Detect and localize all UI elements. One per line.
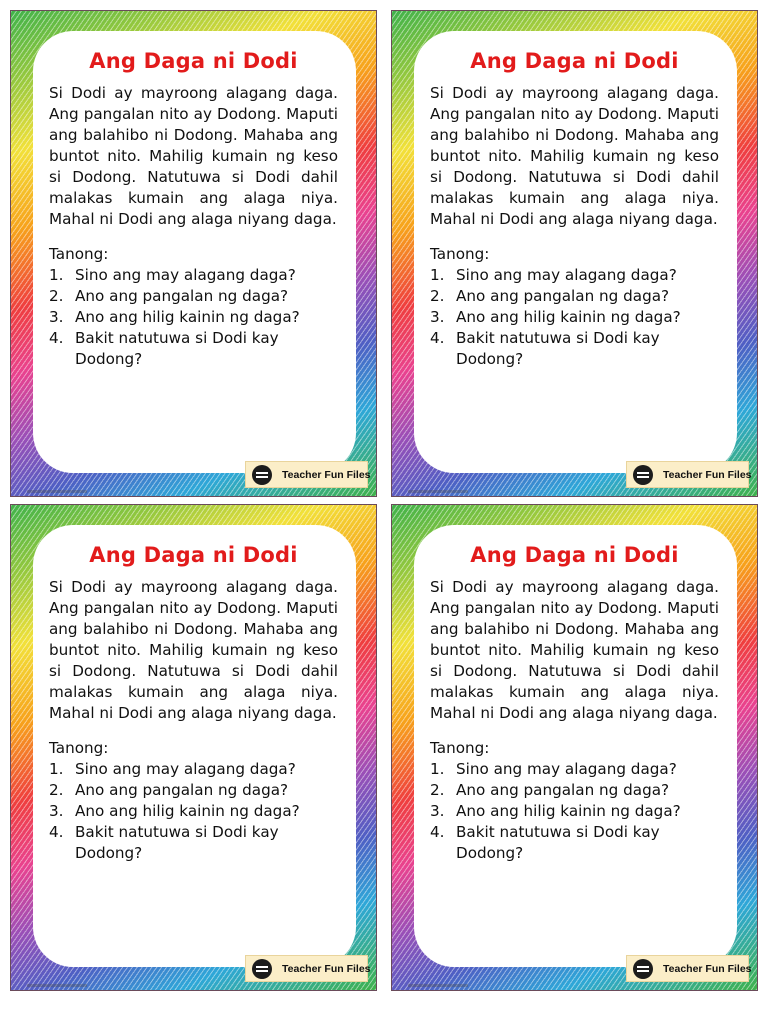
questions-heading: Tanong: (49, 245, 109, 263)
question-item (49, 780, 338, 801)
questions-list (49, 759, 338, 864)
books-logo-icon (252, 959, 272, 979)
questions-heading: Tanong: (430, 739, 490, 757)
card-panel (414, 525, 737, 967)
question-item (430, 307, 719, 328)
question-number: 4. (49, 329, 64, 347)
question-text: Ano ang pangalan ng daga? (456, 287, 670, 305)
question-number: 1. (49, 266, 64, 284)
questions-list (430, 265, 719, 370)
story-text: Si Dodi ay mayroong alagang daga. Ang pangalan nito ay Dodong. Maputi ang balahibo ni Dodong. Mahaba ang buntot nito. Mahilig kumain ng keso si Dodong. Natutuwa si Dodi dahil malakas kumain ang alaga niya. Mahal ni Dodi ang alaga niyang daga. (49, 84, 338, 228)
brand-badge (626, 955, 752, 982)
question-item (430, 801, 719, 822)
question-number: 4. (430, 823, 445, 841)
card-panel (414, 31, 737, 473)
story-text: Si Dodi ay mayroong alagang daga. Ang pangalan nito ay Dodong. Maputi ang balahibo ni Dodong. Mahaba ang buntot nito. Mahilig kumain ng keso si Dodong. Natutuwa si Dodi dahil malakas kumain ang alaga niya. Mahal ni Dodi ang alaga niyang daga. (49, 578, 338, 722)
brand-badge (626, 461, 752, 488)
question-item (49, 328, 338, 370)
question-number: 1. (430, 266, 445, 284)
question-text: Bakit natutuwa si Dodi kay Dodong? (456, 329, 660, 368)
books-logo-icon (252, 465, 272, 485)
question-item (430, 759, 719, 780)
credit-mark (408, 490, 468, 493)
question-item (49, 822, 338, 864)
books-logo-icon (633, 959, 653, 979)
question-text: Ano ang pangalan ng daga? (75, 781, 289, 799)
questions-list (430, 759, 719, 864)
question-number: 2. (49, 781, 64, 799)
question-item (49, 801, 338, 822)
reading-card-4 (391, 504, 758, 991)
question-item (430, 265, 719, 286)
books-logo-icon (633, 465, 653, 485)
question-text: Ano ang pangalan ng daga? (75, 287, 289, 305)
reading-card-1 (10, 10, 377, 497)
card-title: Ang Daga ni Dodi (470, 49, 679, 73)
brand-name: Teacher Fun Files (282, 962, 371, 975)
question-item (430, 286, 719, 307)
card-title: Ang Daga ni Dodi (89, 543, 298, 567)
card-title: Ang Daga ni Dodi (470, 543, 679, 567)
credit-mark (27, 490, 87, 493)
question-item (49, 307, 338, 328)
question-item (49, 759, 338, 780)
brand-name: Teacher Fun Files (663, 468, 752, 481)
brand-badge (245, 461, 371, 488)
story-text: Si Dodi ay mayroong alagang daga. Ang pangalan nito ay Dodong. Maputi ang balahibo ni Dodong. Mahaba ang buntot nito. Mahilig kumain ng keso si Dodong. Natutuwa si Dodi dahil malakas kumain ang alaga niya. Mahal ni Dodi ang alaga niyang daga. (430, 84, 719, 228)
question-item (430, 822, 719, 864)
question-text: Bakit natutuwa si Dodi kay Dodong? (75, 329, 279, 368)
question-text: Ano ang hilig kainin ng daga? (456, 308, 681, 326)
credit-mark (408, 984, 468, 987)
question-text: Sino ang may alagang daga? (75, 266, 296, 284)
questions-heading: Tanong: (430, 245, 490, 263)
story-text: Si Dodi ay mayroong alagang daga. Ang pangalan nito ay Dodong. Maputi ang balahibo ni Dodong. Mahaba ang buntot nito. Mahilig kumain ng keso si Dodong. Natutuwa si Dodi dahil malakas kumain ang alaga niya. Mahal ni Dodi ang alaga niyang daga. (430, 578, 719, 722)
brand-badge (245, 955, 371, 982)
question-number: 1. (49, 760, 64, 778)
reading-card-3 (10, 504, 377, 991)
question-number: 3. (430, 308, 445, 326)
question-text: Sino ang may alagang daga? (75, 760, 296, 778)
question-number: 3. (49, 308, 64, 326)
brand-name: Teacher Fun Files (663, 962, 752, 975)
question-text: Bakit natutuwa si Dodi kay Dodong? (456, 823, 660, 862)
card-panel (33, 525, 356, 967)
question-text: Sino ang may alagang daga? (456, 266, 677, 284)
question-item (430, 780, 719, 801)
question-item (430, 328, 719, 370)
question-item (49, 265, 338, 286)
question-text: Sino ang may alagang daga? (456, 760, 677, 778)
question-text: Ano ang hilig kainin ng daga? (75, 308, 300, 326)
questions-list (49, 265, 338, 370)
question-text: Ano ang hilig kainin ng daga? (456, 802, 681, 820)
card-title: Ang Daga ni Dodi (89, 49, 298, 73)
question-number: 2. (430, 287, 445, 305)
question-number: 3. (430, 802, 445, 820)
question-number: 2. (49, 287, 64, 305)
questions-heading: Tanong: (49, 739, 109, 757)
question-number: 2. (430, 781, 445, 799)
credit-mark (27, 984, 87, 987)
brand-name: Teacher Fun Files (282, 468, 371, 481)
question-text: Ano ang pangalan ng daga? (456, 781, 670, 799)
question-number: 4. (430, 329, 445, 347)
question-text: Bakit natutuwa si Dodi kay Dodong? (75, 823, 279, 862)
question-number: 4. (49, 823, 64, 841)
question-number: 1. (430, 760, 445, 778)
reading-card-2 (391, 10, 758, 497)
card-panel (33, 31, 356, 473)
question-text: Ano ang hilig kainin ng daga? (75, 802, 300, 820)
question-item (49, 286, 338, 307)
question-number: 3. (49, 802, 64, 820)
